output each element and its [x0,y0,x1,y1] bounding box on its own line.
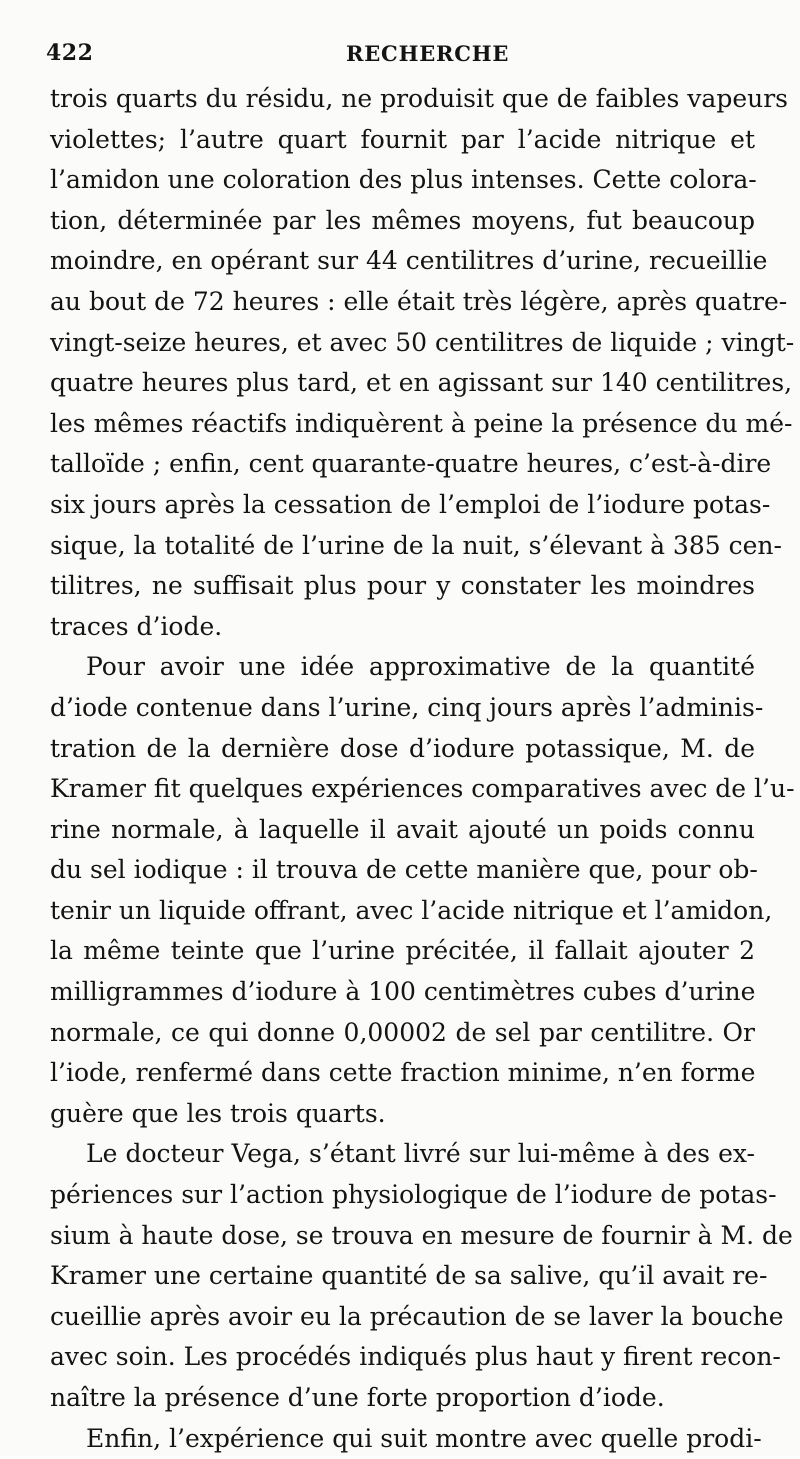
text-line: cueillie après avoir eu la précaution de se laver la bouche [50,1301,784,1331]
text-line: du sel iodique : il trouva de cette manière que, pour ob- [50,855,758,885]
text-line: vingt-seize heures, et avec 50 centilitres de liquide ; vingt- [50,327,795,357]
body-text [50,79,795,1459]
paragraph-end-line: naître la présence d’une forte proportion d’iode. [50,1383,665,1412]
paragraph-end-line: guère que les trois quarts. [50,1098,386,1128]
text-line: au bout de 72 heures : elle était très légère, après quatre- [50,286,788,316]
text-line: tration de la dernière dose d’iodure potassique, M. de [50,733,755,763]
text-line: moindre, en opérant sur 44 centilitres d’urine, recueillie [50,246,768,276]
text-line: violettes; l’autre quart fournit par l’acide nitrique et [50,124,755,154]
text-line: l’amidon une coloration des plus intenses. Cette colora- [50,165,757,195]
text-line: Kramer une certaine quantité de sa salive, qu’il avait re- [50,1261,768,1291]
text-line: six jours après la cessation de l’emploi de l’iodure potas- [50,489,771,519]
text-line: quatre heures plus tard, et en agissant sur 140 centilitres, [50,368,793,398]
text-line: périences sur l’action physiologique de l’iodure de potas- [50,1180,777,1210]
text-line: Kramer fit quelques expériences comparatives avec de l’u- [50,774,795,804]
page-number: 422 [46,40,94,66]
text-line: tion, déterminée par les mêmes moyens, fut beaucoup [50,205,755,235]
text-line: l’iode, renfermé dans cette fraction minime, n’en forme [50,1058,756,1088]
text-line: normale, ce qui donne 0,00002 de sel par centilitre. Or [50,1017,755,1047]
paragraph-first-line: Le docteur Vega, s’étant livré sur lui-même à des ex- [86,1139,755,1169]
text-line: les mêmes réactifs indiquèrent à peine la présence du mé- [50,408,793,438]
text-line: sique, la totalité de l’urine de la nuit, s’élevant à 385 cen- [50,530,782,560]
paragraph-first-line: Pour avoir une idée approximative de la quantité [86,652,755,682]
text-line: tilitres, ne suffisait plus pour y constater les moindres [50,571,755,601]
text-line: la même teinte que l’urine précitée, il fallait ajouter 2 [50,936,755,966]
running-title: RECHERCHE [346,41,510,66]
text-line: trois quarts du résidu, ne produisit que de faibles vapeurs [50,84,789,113]
text-line: d’iode contenue dans l’urine, cinq jours après l’adminis- [50,692,764,722]
text-line: tenir un liquide offrant, avec l’acide nitrique et l’amidon, [50,895,773,925]
page-header [46,40,756,74]
text-line: sium à haute dose, se trouva en mesure de fournir à M. de [50,1220,793,1250]
text-line: talloïde ; enfin, cent quarante-quatre heures, c’est-à-dire [50,449,772,479]
text-line: rine normale, à laquelle il avait ajouté un poids connu [50,814,755,844]
text-line: milligrammes d’iodure à 100 centimètres cubes d’urine [50,977,756,1007]
paragraph-end-line: traces d’iode. [50,611,223,641]
paragraph-first-line: Enfin, l’expérience qui suit montre avec quelle prodi- [86,1423,762,1453]
text-line: avec soin. Les procédés indiqués plus haut y firent recon- [50,1342,781,1372]
